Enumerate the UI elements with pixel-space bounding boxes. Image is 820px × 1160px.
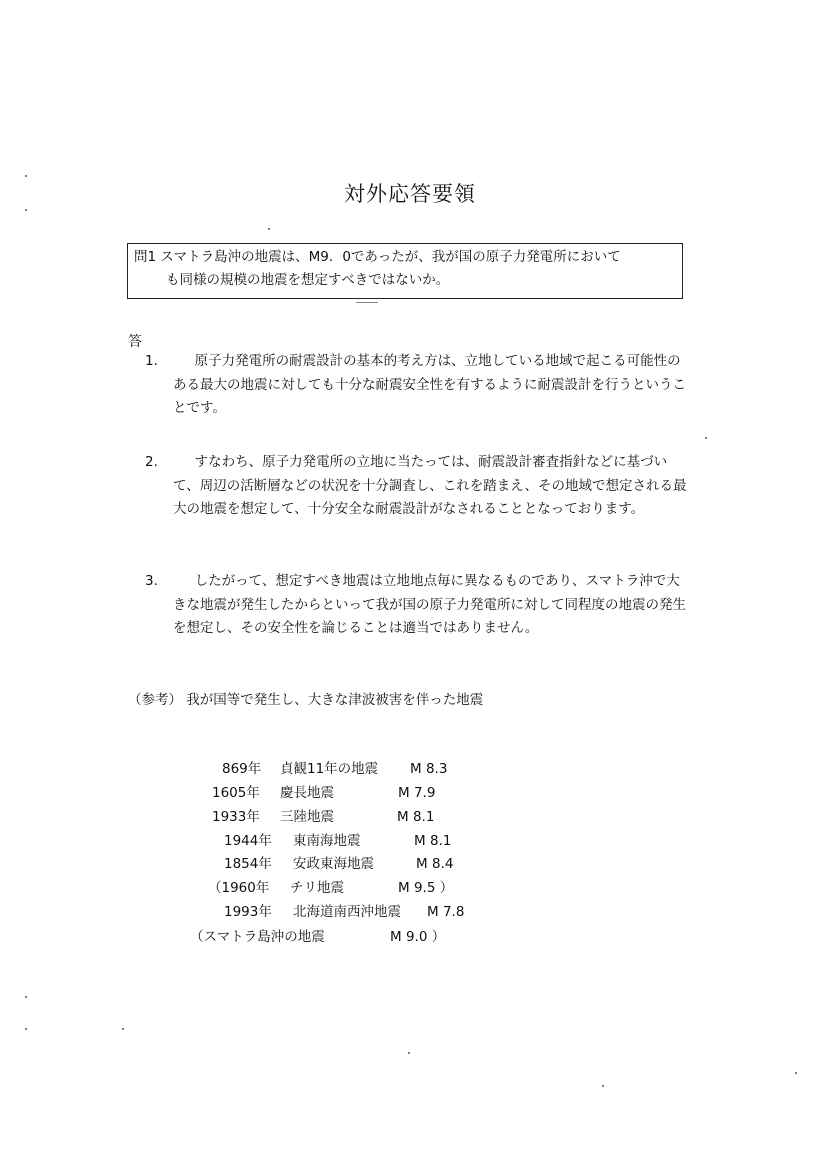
scan-speck [268,228,270,230]
scan-speck [25,1028,27,1030]
earthquake-magnitude: M 9.5 ） [398,880,454,896]
earthquake-year: 1944年 [224,833,272,849]
question-line-2: も同様の規模の地震を想定すべきではないか。 [166,272,450,288]
earthquake-magnitude: M 7.9 [398,785,436,801]
reference-title: （参考） 我が国等で発生し、大きな津波被害を伴った地震 [128,692,484,708]
question-line-1: 問1 スマトラ島沖の地震は、M9．0であったが、我が国の原子力発電所において [134,249,621,265]
question-box [127,243,683,299]
earthquake-magnitude: M 8.1 [397,809,435,825]
earthquake-name: 北海道南西沖地震 [293,904,401,920]
scan-speck [602,1085,604,1087]
scan-mark [356,302,378,303]
answer-label: 答 [128,334,142,350]
answer-paragraph-3 [145,570,693,641]
earthquake-year: 1854年 [224,856,272,872]
earthquake-name: 貞観11年の地震 [280,761,379,777]
earthquake-year: 1993年 [224,904,272,920]
earthquake-year: （スマトラ島沖の地震 [190,929,325,945]
earthquake-magnitude: M 9.0 ） [390,929,446,945]
earthquake-year: 869年 [222,761,262,777]
paragraph-number: 1. [145,353,158,369]
earthquake-magnitude: M 8.4 [416,856,454,872]
document-title: 対外応答要領 [344,182,476,206]
answer-paragraph-2 [145,451,693,522]
earthquake-name: 三陸地震 [280,809,334,825]
paragraph-text: すなわち、原子力発電所の立地に当たっては、耐震設計審査指針などに基づいて、周辺の活断層などの状況を十分調査し、これを踏まえ、その地域で想定される最大の地震を想定して、十分安全な耐震設計がなされることとなっております。 [173,454,687,517]
earthquake-year: 1605年 [212,785,260,801]
answer-paragraph-1 [145,350,693,421]
paragraph-text: したがって、想定すべき地震は立地地点毎に異なるものであり、スマトラ沖で大きな地震が発生したからといって我が国の原子力発電所に対して同程度の地震の発生を想定し、その安全性を論じることは適当ではありません。 [173,573,686,636]
paragraph-number: 3. [145,573,158,589]
earthquake-name: 東南海地震 [293,833,361,849]
earthquake-magnitude: M 7.8 [427,904,465,920]
scan-speck [705,437,707,439]
scan-speck [25,209,27,211]
earthquake-year: 1933年 [212,809,260,825]
scan-speck [122,1028,124,1030]
earthquake-year: （1960年 [208,880,270,896]
scan-speck [25,175,27,177]
scan-speck [408,1052,410,1054]
earthquake-magnitude: M 8.1 [414,833,452,849]
scan-speck [795,1072,797,1074]
paragraph-number: 2. [145,454,158,470]
paragraph-text: 原子力発電所の耐震設計の基本的考え方は、立地している地域で起こる可能性のある最大の地震に対しても十分な耐震安全性を有するように耐震設計を行うということです。 [173,353,686,416]
earthquake-magnitude: M 8.3 [410,761,448,777]
earthquake-name: 慶長地震 [280,785,334,801]
earthquake-name: チリ地震 [290,880,344,896]
earthquake-name: 安政東海地震 [293,856,374,872]
scan-speck [25,996,27,998]
